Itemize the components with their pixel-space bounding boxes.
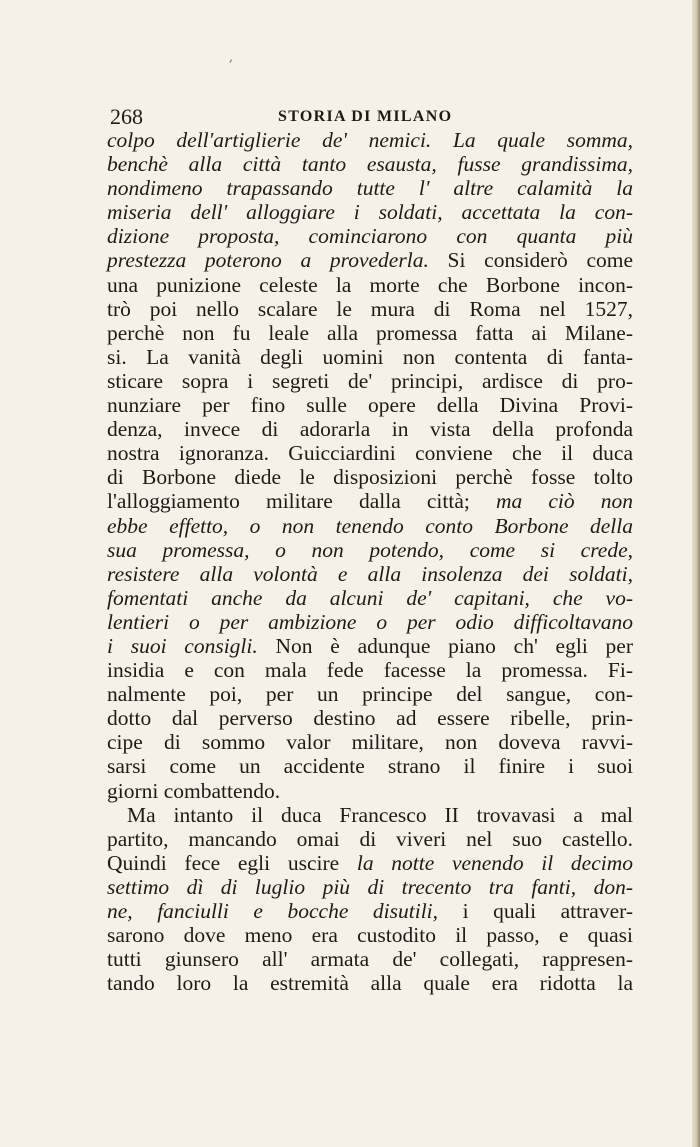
roman-text: nalmente poi, per un principe del sangue, con- — [107, 682, 633, 707]
italic-text: miseria dell' alloggiare i soldati, accettata la con- — [107, 200, 633, 225]
text-line — [107, 827, 633, 851]
roman-text: si. La vanità degli uomini non contenta di fanta- — [107, 344, 633, 369]
page-edge-shadow — [692, 0, 700, 1147]
italic-text: nondimeno trapassando tutte l' altre calamità la — [107, 176, 633, 201]
italic-text: ne, fanciulli e bocche disutili — [107, 899, 433, 923]
roman-text: Si considerò come — [428, 248, 633, 273]
text-line — [107, 610, 633, 634]
italic-text: ebbe effetto, o non tenendo conto Borbone della — [107, 513, 633, 538]
roman-text: sarsi come un accidente strano il finire i suoi — [107, 754, 633, 779]
roman-text: giorni combattendo. — [107, 778, 281, 803]
italic-text: dizione proposta, cominciarono con quanta più — [107, 224, 633, 249]
text-line — [107, 634, 633, 658]
italic-text: benchè alla città tanto esausta, fusse grandissima, — [107, 152, 633, 177]
text-line — [107, 803, 633, 827]
text-line — [107, 899, 633, 923]
text-line — [107, 297, 633, 321]
italic-text: i suoi consigli. — [107, 633, 258, 658]
roman-text: Ma intanto il duca Francesco II trovavasi a mal — [127, 802, 633, 827]
text-line — [107, 345, 633, 369]
paper-speck: ʼ — [228, 58, 233, 74]
roman-text: l'alloggiamento militare dalla città; — [107, 489, 496, 514]
italic-text: lentieri o per ambizione o per odio difficoltavano — [107, 609, 633, 634]
roman-text: sarono dove meno era custodito il passo, e quasi — [107, 923, 633, 948]
text-line — [107, 514, 633, 538]
text-line — [107, 152, 633, 176]
text-line — [107, 465, 633, 489]
roman-text: nunziare per fino sulle opere della Divina Provi- — [107, 393, 633, 418]
roman-text: denza, invece di adorarla in vista della profonda — [107, 417, 633, 442]
text-line — [107, 586, 633, 610]
text-line — [107, 562, 633, 586]
text-line — [107, 706, 633, 730]
italic-text: resistere alla volontà e alla insolenza dei soldati, — [107, 561, 633, 586]
roman-text: perchè non fu leale alla promessa fatta ai Milane- — [107, 320, 633, 345]
italic-text: ma ciò non — [495, 489, 634, 514]
text-line — [107, 489, 633, 513]
italic-text: la notte venendo il decimo — [356, 850, 633, 875]
text-line — [107, 730, 633, 754]
running-title: STORIA DI MILANO — [278, 108, 453, 125]
roman-text: tutti giunsero all' armata de' collegati, rappresen- — [107, 947, 633, 972]
roman-text: insidia e con mala fede facesse la promessa. Fi- — [107, 658, 633, 683]
roman-text: Quindi fece egli uscire — [107, 850, 357, 875]
roman-text: , i quali attraver- — [432, 899, 633, 923]
text-line — [107, 971, 633, 995]
text-line — [107, 393, 633, 417]
italic-text: prestezza poterono a provederla. — [107, 248, 429, 273]
roman-text: trò poi nello scalare le mura di Roma nel 1527, — [107, 296, 633, 321]
text-line — [107, 369, 633, 393]
roman-text: Non è adunque piano ch' egli per — [257, 633, 633, 658]
roman-text: una punizione celeste la morte che Borbone incon- — [107, 272, 633, 297]
italic-text: settimo dì di luglio più di trecento tra fanti, don- — [107, 874, 633, 899]
text-line — [107, 947, 633, 971]
italic-text: fomentati anche da alcuni de' capitani, che vo- — [107, 585, 633, 610]
text-line — [107, 128, 633, 152]
roman-text: cipe di sommo valor militare, non doveva ravvi- — [107, 730, 633, 755]
text-line — [107, 538, 633, 562]
text-line — [107, 682, 633, 706]
roman-text: partito, mancando omai di viveri nel suo castello. — [107, 826, 633, 851]
text-line — [107, 658, 633, 682]
text-line — [107, 875, 633, 899]
text-line — [107, 273, 633, 297]
page-header — [110, 104, 630, 130]
body-text — [107, 128, 633, 995]
text-line — [107, 779, 633, 803]
text-line — [107, 200, 633, 224]
roman-text: sticare sopra i segreti de' principi, ardisce di pro- — [107, 368, 633, 393]
text-line — [107, 248, 633, 272]
text-line — [107, 851, 633, 875]
text-line — [107, 754, 633, 778]
text-line — [107, 224, 633, 248]
italic-text: sua promessa, o non potendo, come si crede, — [107, 537, 633, 562]
text-line — [107, 923, 633, 947]
roman-text: tando loro la estremità alla quale era ridotta la — [107, 971, 633, 996]
text-line — [107, 321, 633, 345]
text-line — [107, 176, 633, 200]
page-number: 268 — [110, 104, 143, 129]
roman-text: dotto dal perverso destino ad essere ribelle, prin- — [107, 706, 633, 731]
roman-text: di Borbone diede le disposizioni perchè fosse tolto — [107, 465, 633, 490]
roman-text: nostra ignoranza. Guicciardini conviene che il duca — [107, 441, 633, 466]
text-line — [107, 417, 633, 441]
text-line — [107, 441, 633, 465]
italic-text: colpo dell'artiglierie de' nemici. La quale somma, — [107, 128, 633, 152]
